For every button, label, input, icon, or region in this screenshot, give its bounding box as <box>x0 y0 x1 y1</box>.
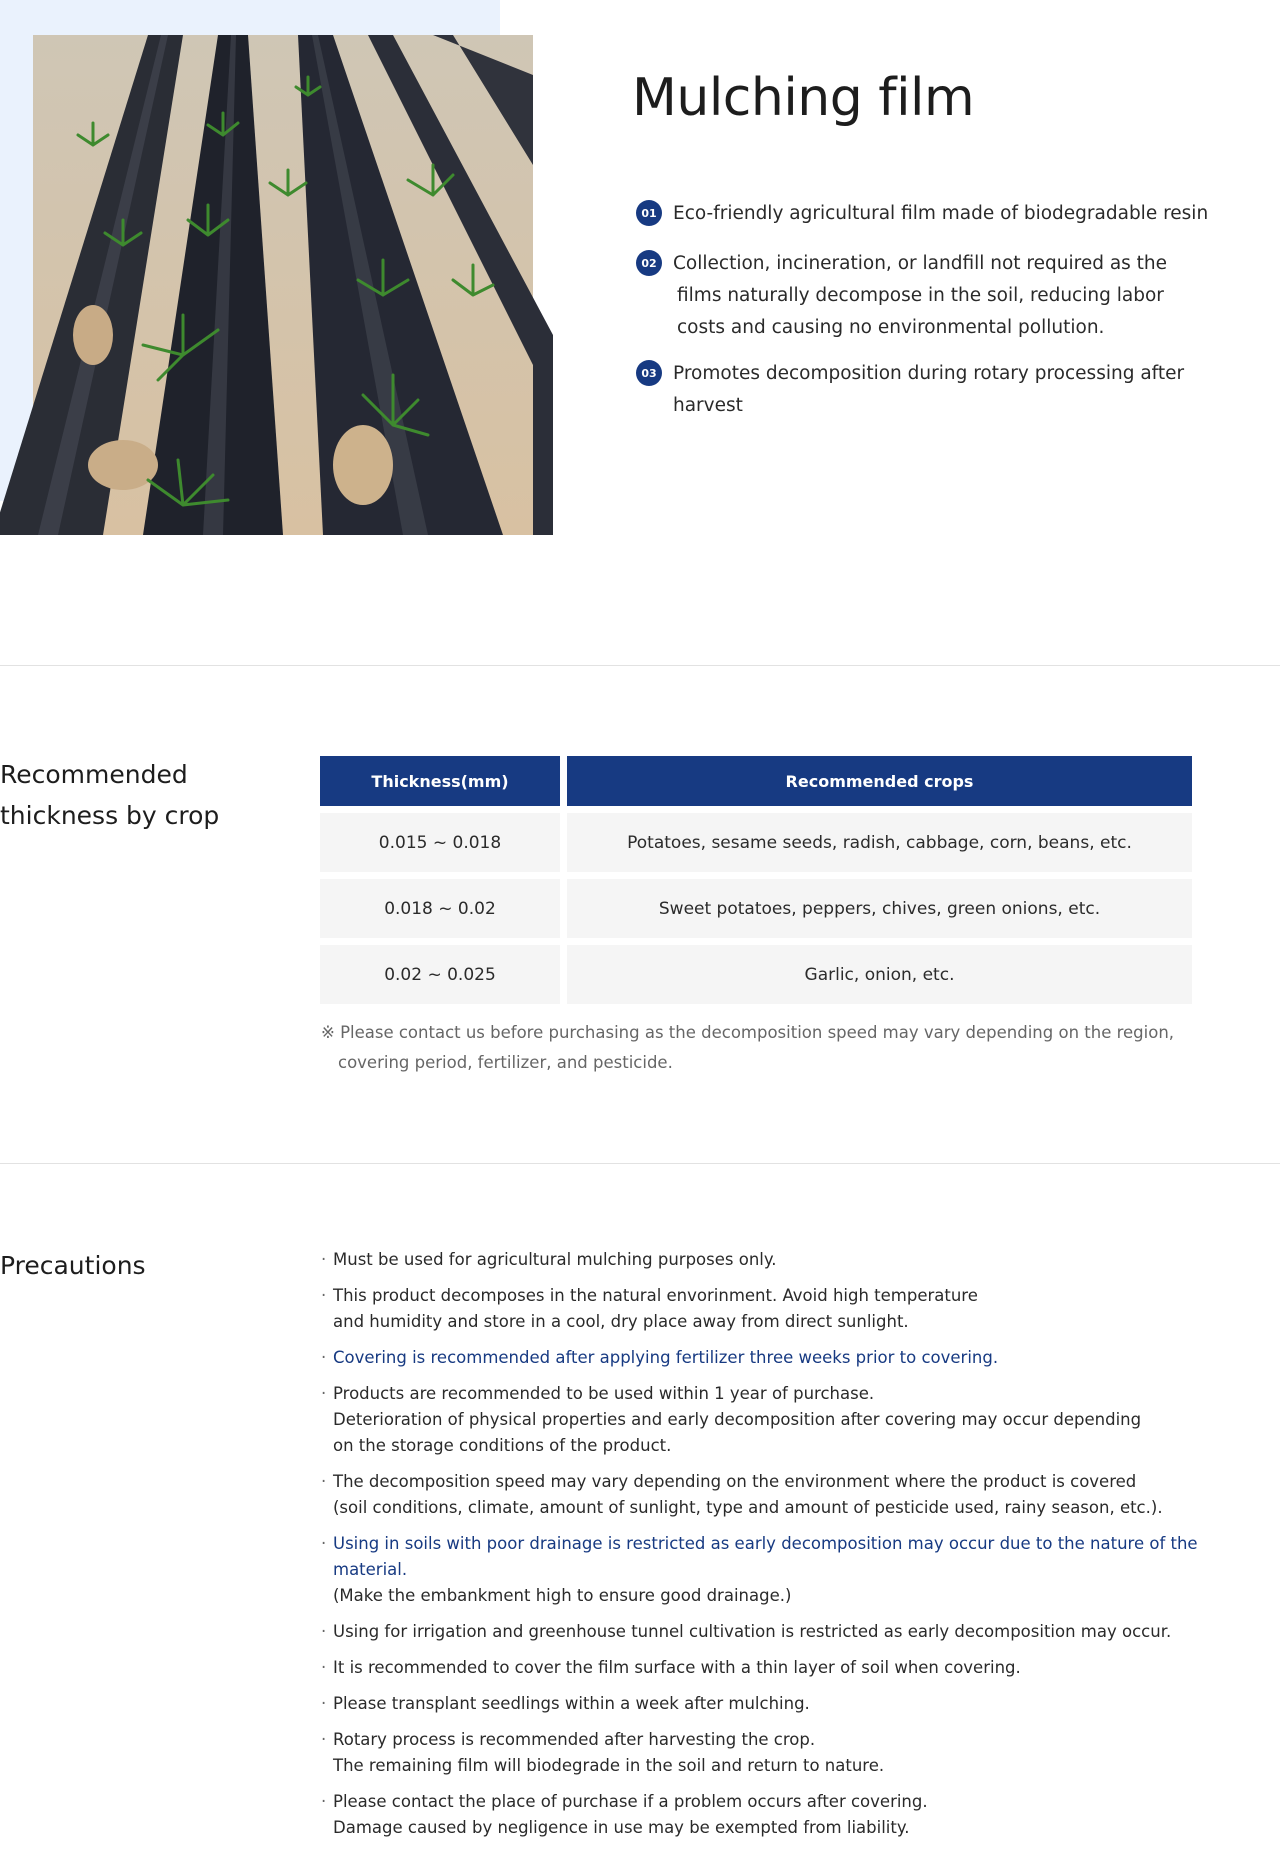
precaution-subtext: (Make the embankment high to ensure good drainage.) <box>333 1586 792 1605</box>
precaution-text: Please contact the place of purchase if a problem occurs after covering. <box>333 1792 928 1811</box>
table-row <box>320 879 1192 938</box>
list-item <box>321 1247 1271 1273</box>
precaution-text: This product decomposes in the natural envorinment. Avoid high temperature and humidity and store in a cool, dry place away from direct sunlight. <box>333 1286 978 1331</box>
precaution-text: Please transplant seedlings within a week after mulching. <box>333 1694 810 1713</box>
feature-list <box>636 198 1256 440</box>
thickness-heading <box>0 754 219 836</box>
feature-number-badge: 03 <box>636 360 662 386</box>
list-item-highlight <box>321 1345 1271 1371</box>
precaution-subtext: (soil conditions, climate, amount of sunlight, type and amount of pesticide used, rainy season, etc.). <box>333 1498 1163 1517</box>
precaution-subtext: Damage caused by negligence in use may be exempted from liability. <box>333 1818 910 1837</box>
section-divider <box>0 1163 1280 1164</box>
precaution-subtext: The remaining film will biodegrade in the soil and return to nature. <box>333 1756 885 1775</box>
table-header-row <box>320 756 1192 806</box>
precaution-text: The decomposition speed may vary depending on the environment where the product is covered <box>333 1472 1137 1491</box>
precaution-text: It is recommended to cover the film surface with a thin layer of soil when covering. <box>333 1658 1021 1677</box>
thickness-note: ※ Please contact us before purchasing as the decomposition speed may vary depending on the region, covering period, fertilizer, and pesticide. <box>321 1023 1175 1072</box>
precaution-text: Must be used for agricultural mulching purposes only. <box>333 1250 777 1269</box>
thickness-table <box>313 749 1199 1011</box>
product-photo <box>33 35 533 535</box>
feature-item <box>636 198 1256 230</box>
column-header-thickness: Thickness(mm) <box>320 756 560 806</box>
table-row <box>320 813 1192 872</box>
thickness-cell: 0.015 ~ 0.018 <box>320 813 560 872</box>
list-item <box>321 1469 1271 1521</box>
precaution-text: Using for irrigation and greenhouse tunnel cultivation is restricted as early decomposition may occur. <box>333 1622 1172 1641</box>
list-item <box>321 1655 1271 1681</box>
precaution-text: Products are recommended to be used within 1 year of purchase. <box>333 1384 875 1403</box>
thickness-cell: 0.018 ~ 0.02 <box>320 879 560 938</box>
column-header-crops: Recommended crops <box>567 756 1192 806</box>
crops-cell: Garlic, onion, etc. <box>567 945 1192 1004</box>
feature-number-badge: 02 <box>636 250 662 276</box>
feature-text: Collection, incineration, or landfill not required as the films naturally decompose in the soil, reducing labor costs and causing no environmental pollution. <box>673 253 1168 338</box>
precautions-heading: Precautions <box>0 1251 146 1280</box>
product-title: Mulching film <box>632 68 975 128</box>
list-item <box>321 1789 1271 1841</box>
section-divider <box>0 665 1280 666</box>
thickness-heading-line1: Recommended <box>0 760 188 789</box>
list-item <box>321 1727 1271 1779</box>
list-item <box>321 1619 1271 1645</box>
table-row <box>320 945 1192 1004</box>
thickness-cell: 0.02 ~ 0.025 <box>320 945 560 1004</box>
feature-text: Promotes decomposition during rotary processing after harvest <box>673 363 1185 416</box>
thickness-heading-line2: thickness by crop <box>0 801 220 830</box>
list-item <box>321 1283 1001 1335</box>
feature-item <box>636 358 1256 422</box>
list-item <box>321 1381 1271 1459</box>
list-item <box>321 1691 1271 1717</box>
precaution-text: Using in soils with poor drainage is restricted as early decomposition may occur due to the nature of the material. <box>333 1534 1198 1579</box>
feature-number-badge: 01 <box>636 200 662 226</box>
crops-cell: Potatoes, sesame seeds, radish, cabbage, corn, beans, etc. <box>567 813 1192 872</box>
precaution-text: Rotary process is recommended after harvesting the crop. <box>333 1730 816 1749</box>
feature-text: Eco-friendly agricultural film made of biodegradable resin <box>673 203 1209 224</box>
list-item-highlight <box>321 1531 1271 1609</box>
precaution-text: Covering is recommended after applying fertilizer three weeks prior to covering. <box>333 1348 999 1367</box>
feature-item <box>636 248 1256 344</box>
precaution-subtext: Deterioration of physical properties and early decomposition after covering may occur depending on the storage conditions of the product. <box>333 1410 1142 1455</box>
corn-field-mulching-image <box>33 35 533 535</box>
precautions-list <box>321 1247 1271 1851</box>
crops-cell: Sweet potatoes, peppers, chives, green onions, etc. <box>567 879 1192 938</box>
